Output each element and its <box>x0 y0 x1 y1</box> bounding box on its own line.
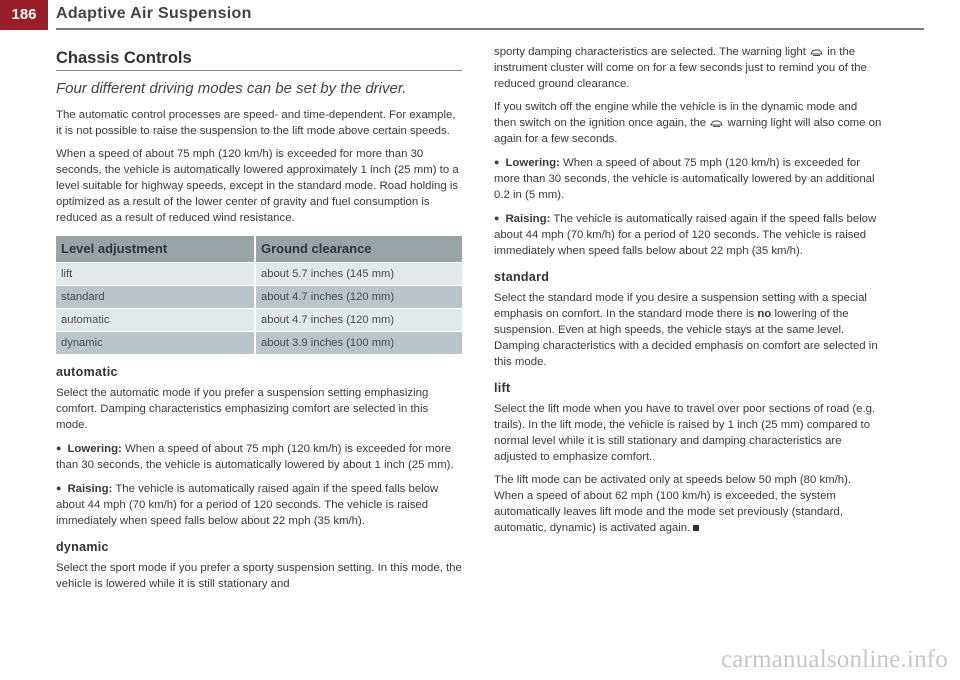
raising-text: The vehicle is automatically raised again if the speed falls below about 44 mph (70 km/h) for a period of 120 seconds. The vehicle is raised immediately when speed falls below about 22 mph (35 km/h). <box>56 483 439 527</box>
dynamic-heading: dynamic <box>56 540 109 554</box>
table-cell: automatic <box>56 308 256 331</box>
table-row <box>56 331 462 354</box>
table-cell: about 4.7 inches (120 mm) <box>256 308 462 331</box>
table-row <box>56 262 462 285</box>
raising-text: The vehicle is automatically raised again if the speed falls below about 44 mph (70 km/h) for a period of 120 seconds. The vehicle is raised immediately when speed falls below about 22 mph (35 km/h). <box>494 213 877 257</box>
text-run: in the instrument cluster will come on for a few seconds just to remind you of the reduced ground clearance. <box>494 46 867 90</box>
lowering-text: When a speed of about 75 mph (120 km/h) is exceeded for more than 30 seconds, the vehicle is automatically lowered by about 1 inch (25 mm). <box>56 443 454 471</box>
lowering-bullet <box>494 154 882 203</box>
table-row <box>56 285 462 308</box>
text-run: The lift mode can be activated only at speeds below 50 mph (80 km/h). When a speed of about 62 mph (100 km/h) is exceeded, the system automatically leaves lift mode and the mode set previously (standard, automatic, dynamic) is activated again. <box>494 474 852 534</box>
right-column <box>494 44 882 543</box>
lift-heading: lift <box>494 381 511 395</box>
left-column <box>56 40 462 599</box>
raising-bullet <box>494 210 882 259</box>
table-cell: about 4.7 inches (120 mm) <box>256 285 462 308</box>
text-run: Select the standard mode if you desire a suspension setting with a special emphasis on comfort. In the standard mode there is <box>494 292 867 320</box>
car-suspension-warning-icon <box>810 48 823 56</box>
table-cell: lift <box>56 262 256 285</box>
raising-label: Raising: <box>505 213 551 225</box>
lowering-bullet <box>56 440 462 473</box>
automatic-heading: automatic <box>56 365 118 379</box>
section-title: Chassis Controls <box>56 49 192 67</box>
table-header-clearance: Ground clearance <box>256 236 462 262</box>
standard-paragraph <box>494 290 882 370</box>
table-header-level: Level adjustment <box>56 236 256 262</box>
watermark: carmanualsonline.info <box>720 646 948 673</box>
lead-text: Four different driving modes can be set by the driver. <box>56 80 407 97</box>
table-cell: standard <box>56 285 256 308</box>
text-run: If you switch off the engine while the vehicle is in the dynamic mode and then switch on the ignition once again, the <box>494 101 858 129</box>
text-run: sporty damping characteristics are selected. The warning light <box>494 46 810 58</box>
dynamic-paragraph: Select the sport mode if you prefer a sporty suspension setting. In this mode, the vehicle is lowered while it is still stationary and <box>56 562 462 590</box>
lift-speed-paragraph <box>494 472 882 536</box>
speed-paragraph: When a speed of about 75 mph (120 km/h) is exceeded for more than 30 seconds, the vehicle is automatically lowered approximately 1 inch (25 mm) to a level suitable for highway speeds, except in the standard mode. Road holding is optimized as a result of the lower center of gravity and fuel consumption is reduced as a result of reduced wind resistance. <box>56 148 459 224</box>
table-row <box>56 308 462 331</box>
lift-paragraph: Select the lift mode when you have to travel over poor sections of road (e.g. trails). In the lift mode, the vehicle is raised by 1 inch (25 mm) compared to normal level while it is still stationary and damping characteristics are adjusted to emphasize comfort. <box>494 403 876 463</box>
raising-bullet <box>56 480 462 529</box>
end-square-icon <box>693 525 699 531</box>
level-table <box>56 236 462 354</box>
chapter-title: Adaptive Air Suspension <box>56 5 252 22</box>
automatic-paragraph: Select the automatic mode if you prefer a suspension setting emphasizing comfort. Damping characteristics emphasizing comfort are selected in this mode. <box>56 387 429 431</box>
text-run: lowering of the suspension. Even at high speeds, the vehicle stays at the same level. Damping characteristics with a decided emphasis on comfort are selected in this mode. <box>494 308 878 368</box>
intro-paragraph: The automatic control processes are speed- and time-dependent. For example, it is not possible to raise the suspension to the lift mode above certain speeds. <box>56 109 456 137</box>
table-cell: about 5.7 inches (145 mm) <box>256 262 462 285</box>
header-rule <box>56 28 924 30</box>
standard-heading: standard <box>494 270 550 284</box>
page-number: 186 <box>0 0 48 30</box>
emphasis-no: no <box>757 308 772 320</box>
lowering-text: When a speed of about 75 mph (120 km/h) is exceeded for more than 30 seconds, the vehicle is automatically lowered by an additional 0.2 in (5 mm). <box>494 157 875 201</box>
page-header <box>0 0 960 30</box>
title-rule <box>56 70 462 71</box>
dynamic-continued-paragraph <box>494 44 882 92</box>
lowering-label: Lowering: <box>67 443 122 455</box>
raising-label: Raising: <box>67 483 113 495</box>
text-run: warning light will also come on again for a few seconds. <box>494 117 882 145</box>
table-cell: dynamic <box>56 331 256 354</box>
car-suspension-warning-icon <box>710 119 723 127</box>
lowering-label: Lowering: <box>505 157 560 169</box>
table-cell: about 3.9 inches (100 mm) <box>256 331 462 354</box>
ignition-paragraph <box>494 99 882 147</box>
